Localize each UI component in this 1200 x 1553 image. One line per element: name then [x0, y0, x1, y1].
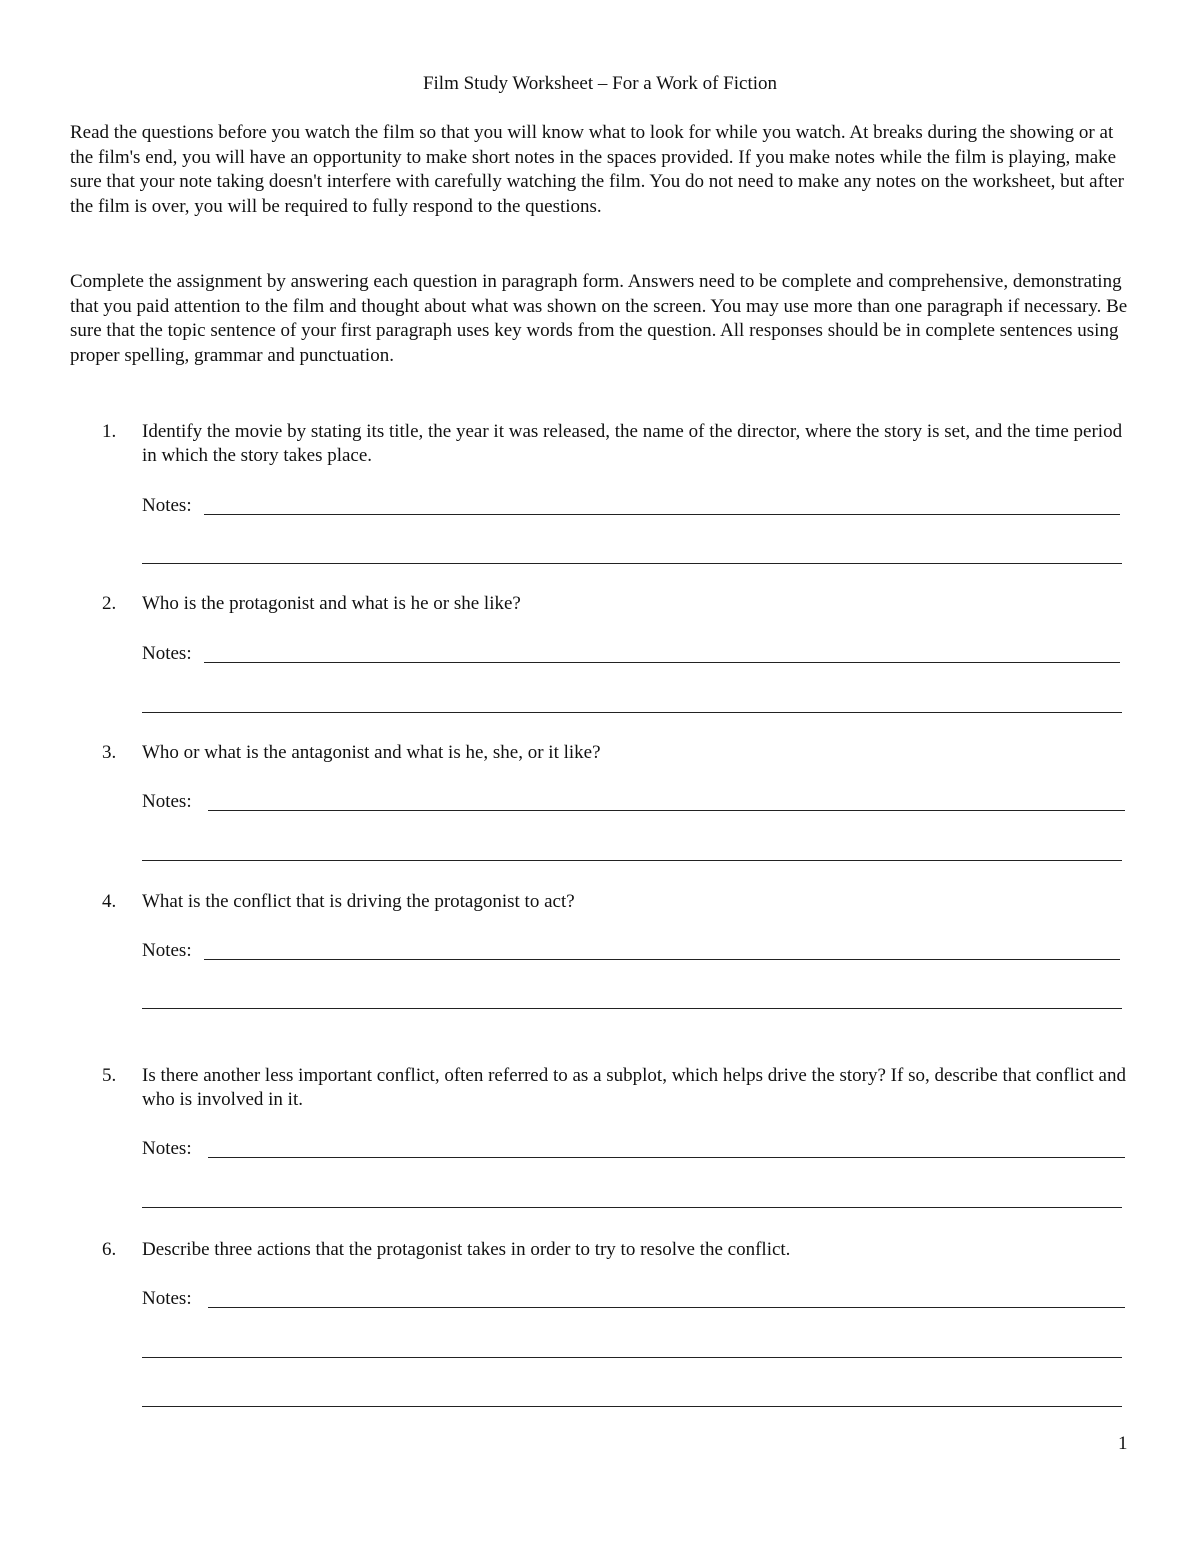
notes-label: Notes: [142, 940, 192, 961]
notes-label: Notes: [142, 1288, 192, 1309]
notes-label: Notes: [142, 495, 192, 516]
notes-answer-line[interactable] [204, 662, 1120, 663]
question-text: Is there another less important conflict, often referred to as a subplot, which helps drive the story? If so, describe that conflict and who is involved in it. [142, 1065, 1126, 1110]
question-number: 3. [102, 742, 117, 763]
question-number: 5. [102, 1065, 117, 1086]
notes-label: Notes: [142, 1138, 192, 1159]
notes-answer-line[interactable] [142, 1008, 1122, 1009]
question-number: 4. [102, 891, 117, 912]
notes-answer-line[interactable] [142, 1406, 1122, 1407]
notes-answer-line[interactable] [208, 1307, 1125, 1308]
notes-answer-line[interactable] [142, 1357, 1122, 1358]
page-number: 1 [1118, 1433, 1128, 1454]
question-number: 1. [102, 421, 117, 442]
notes-answer-line[interactable] [208, 810, 1125, 811]
notes-answer-line[interactable] [208, 1157, 1125, 1158]
question-text: Identify the movie by stating its title, the year it was released, the name of the director, where the story is set, and the time period in which the story takes place. [142, 421, 1123, 466]
question-number: 6. [102, 1239, 117, 1260]
notes-answer-line[interactable] [142, 563, 1122, 564]
notes-answer-line[interactable] [142, 1207, 1122, 1208]
notes-answer-line[interactable] [204, 959, 1120, 960]
question-text: Who or what is the antagonist and what is he, she, or it like? [142, 742, 601, 763]
intro-paragraph-instructions: Read the questions before you watch the film so that you will know what to look for while you watch. At breaks during the showing or at the film's end, you will have an opportunity to make short notes in the spaces provided. If you make notes while the film is playing, make sure that your note taking doesn't interfere with carefully watching the film. You do not need to make any notes on the worksheet, but after the film is over, you will be required to fully respond to the questions. [70, 122, 1124, 217]
page-title: Film Study Worksheet – For a Work of Fiction [422, 73, 778, 94]
notes-label: Notes: [142, 791, 192, 812]
question-text: Who is the protagonist and what is he or she like? [142, 593, 521, 614]
notes-answer-line[interactable] [142, 712, 1122, 713]
question-number: 2. [102, 593, 117, 614]
notes-label: Notes: [142, 643, 192, 664]
intro-paragraph-requirements: Complete the assignment by answering each question in paragraph form. Answers need to be complete and comprehensive, demonstrating that you paid attention to the film and thought about what was shown on the screen. You may use more than one paragraph if necessary. Be sure that the topic sentence of your first paragraph uses key words from the question. All responses should be in complete sentences using proper spelling, grammar and punctuation. [70, 271, 1128, 366]
question-text: Describe three actions that the protagonist takes in order to try to resolve the conflict. [142, 1239, 791, 1260]
question-text: What is the conflict that is driving the protagonist to act? [142, 891, 575, 912]
notes-answer-line[interactable] [204, 514, 1120, 515]
notes-answer-line[interactable] [142, 860, 1122, 861]
